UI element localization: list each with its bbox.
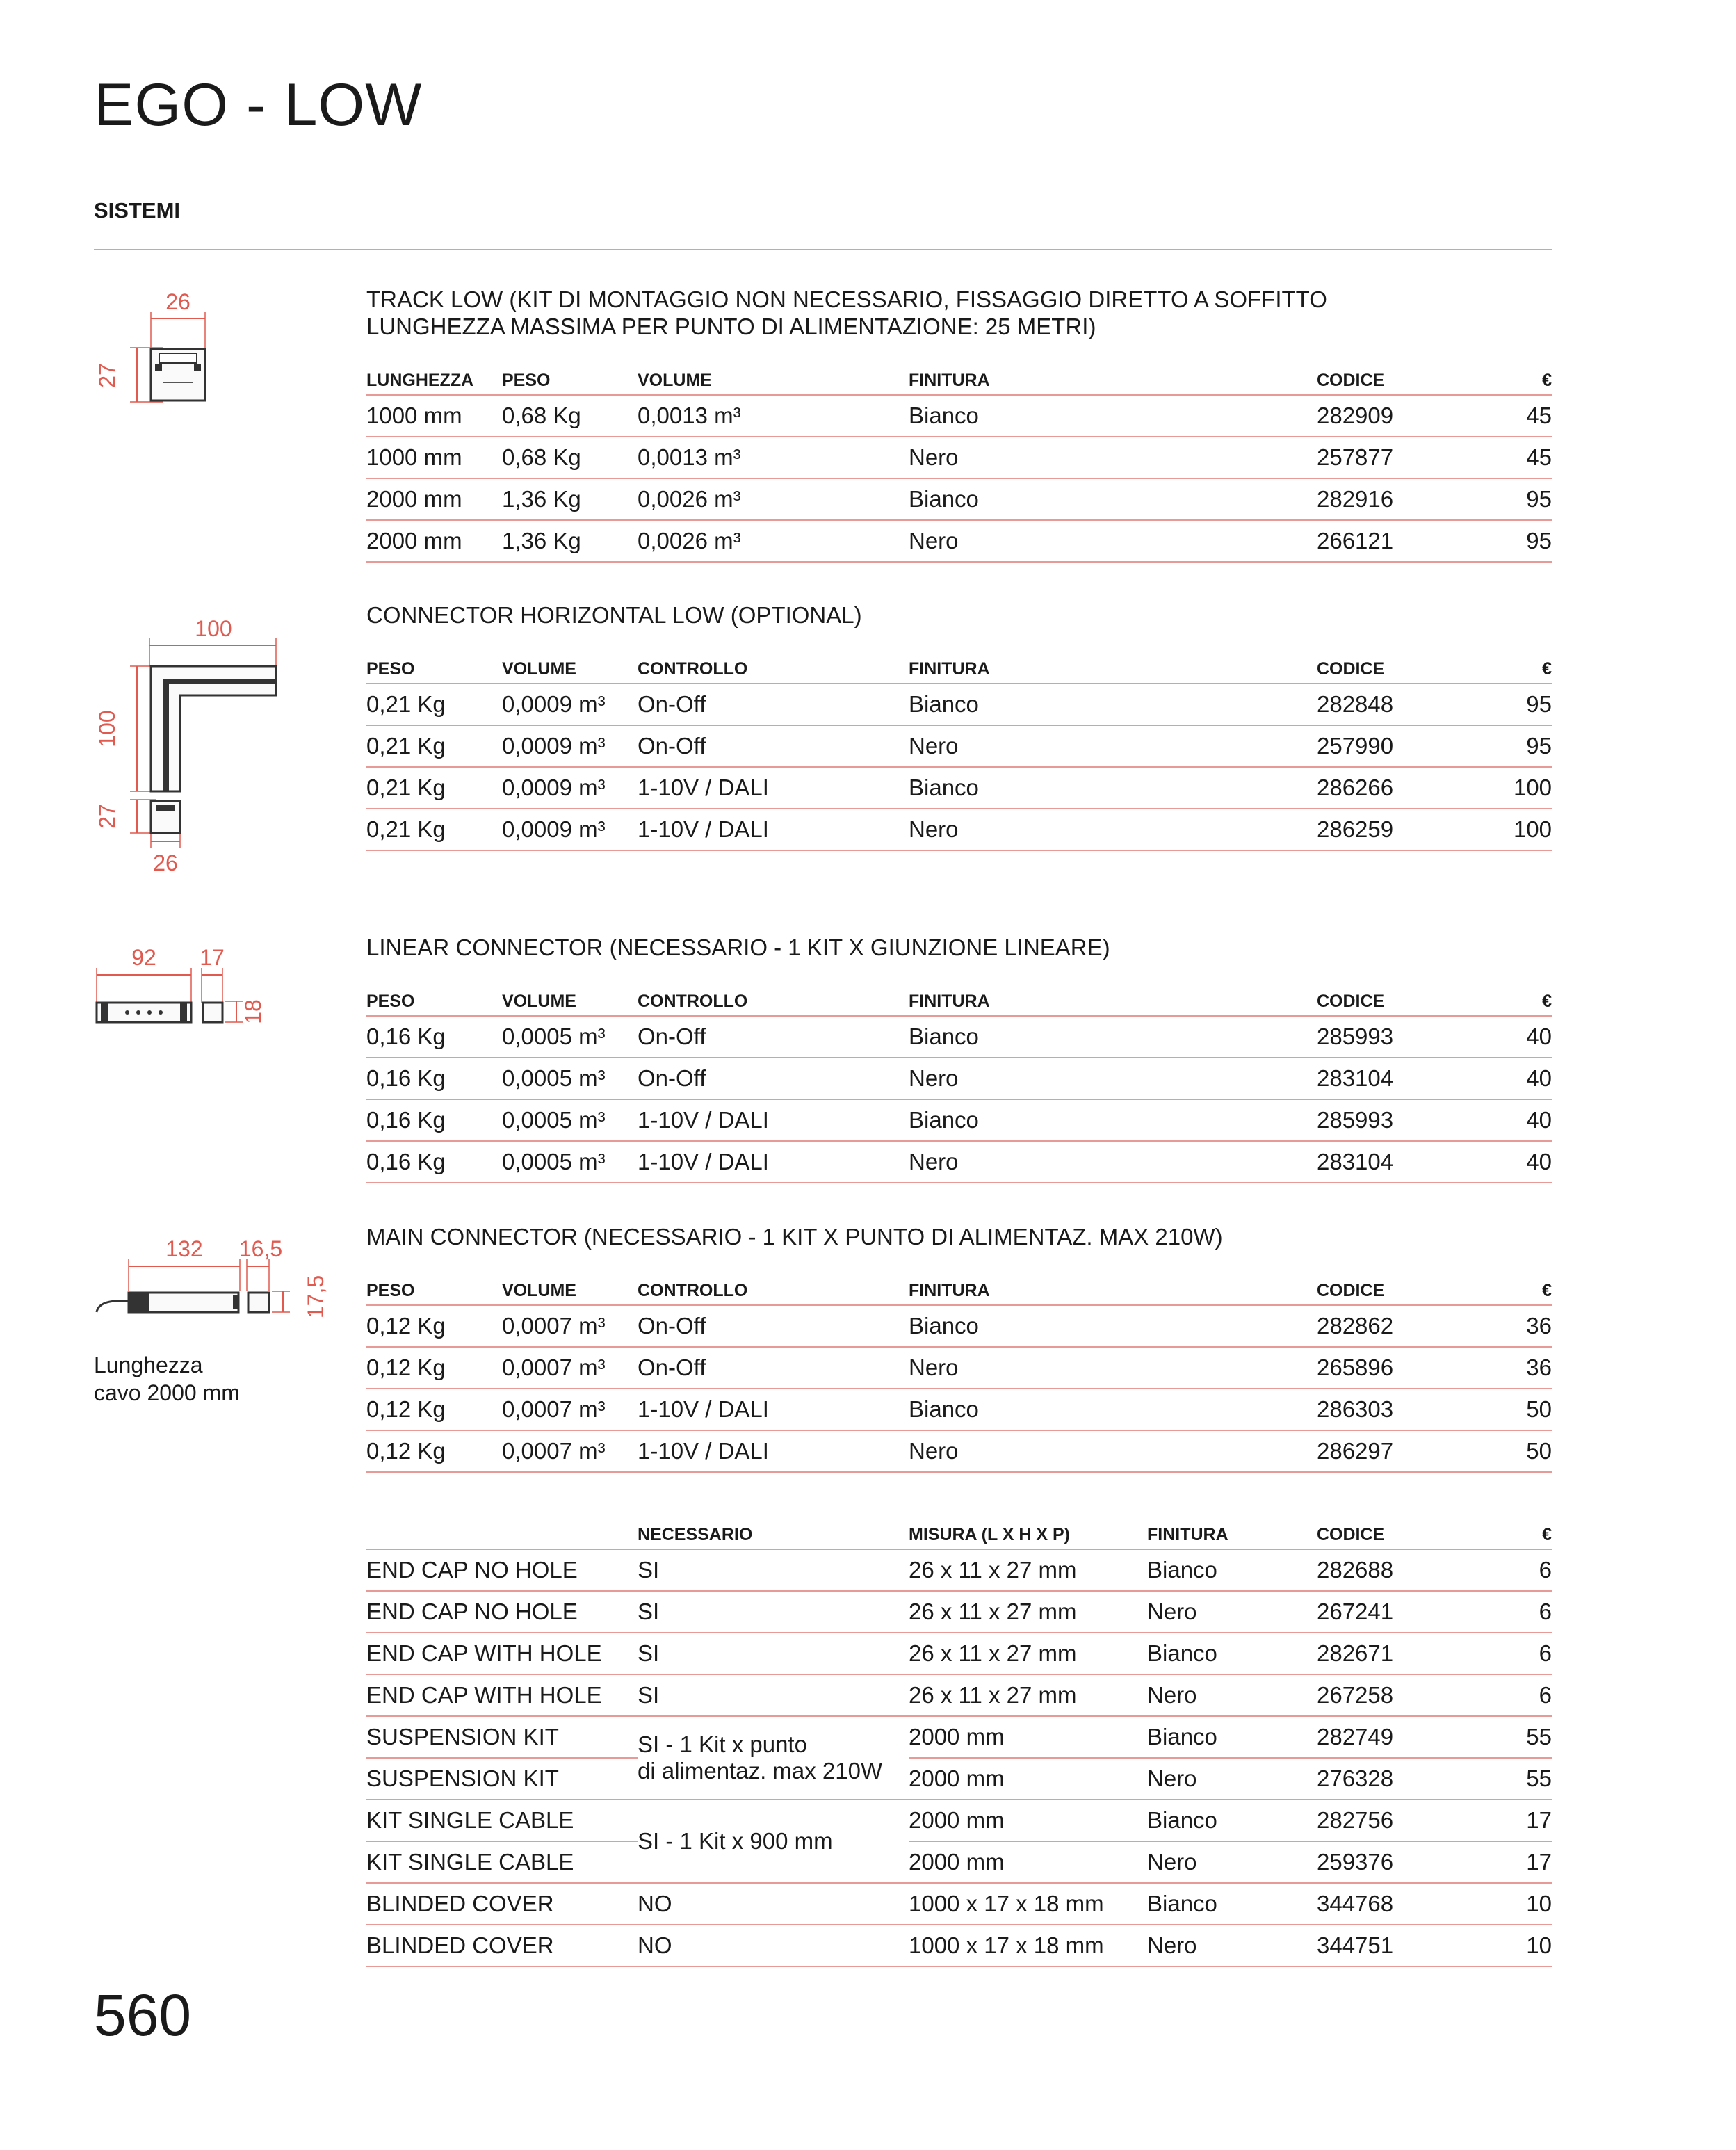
cell: 282862	[1317, 1305, 1491, 1347]
cell: 0,0005 m³	[502, 1058, 638, 1099]
track-title	[366, 286, 1552, 340]
cell: 265896	[1317, 1347, 1491, 1389]
cell: 286266	[1317, 767, 1491, 809]
cell: 17	[1491, 1800, 1552, 1841]
cell: 267241	[1317, 1591, 1491, 1633]
col-header: €	[1491, 1521, 1552, 1549]
col-header: CONTROLLO	[638, 1277, 909, 1305]
single-cable-necessario-cell: SI - 1 Kit x 900 mm	[638, 1800, 909, 1883]
col-header: €	[1491, 655, 1552, 684]
page-number: 560	[94, 1982, 192, 2048]
col-header: CODICE	[1317, 1277, 1491, 1305]
cell: 282909	[1317, 395, 1491, 437]
hconn-top-label: 100	[195, 616, 232, 641]
table-row	[366, 767, 1552, 809]
cell: Nero	[909, 1430, 1317, 1472]
cell: 282848	[1317, 684, 1491, 725]
cell: 50	[1491, 1430, 1552, 1472]
cell: 1,36 Kg	[502, 520, 638, 562]
cell: Bianco	[909, 1016, 1317, 1058]
col-header	[366, 1521, 638, 1549]
cell: 95	[1491, 520, 1552, 562]
cell: 282749	[1317, 1716, 1491, 1758]
cell: 1000 mm	[366, 437, 502, 478]
track-table	[366, 366, 1552, 563]
cell: Bianco	[909, 1389, 1317, 1430]
cable-length-note	[94, 1351, 240, 1407]
cell: 0,21 Kg	[366, 684, 502, 725]
col-header: LUNGHEZZA	[366, 366, 502, 395]
table-row	[366, 520, 1552, 562]
linear-title: LINEAR CONNECTOR (NECESSARIO - 1 KIT X GIUNZIONE LINEARE)	[366, 935, 1110, 960]
cell: Bianco	[1147, 1716, 1317, 1758]
cell: 0,12 Kg	[366, 1430, 502, 1472]
cell: 95	[1491, 478, 1552, 520]
table-header-row	[366, 366, 1552, 395]
cell: Nero	[909, 520, 1317, 562]
col-header: FINITURA	[909, 987, 1317, 1016]
linear-table	[366, 987, 1552, 1183]
main-height-label: 17,5	[303, 1275, 328, 1319]
cell: Bianco	[1147, 1800, 1317, 1841]
cell: 26 x 11 x 27 mm	[909, 1549, 1147, 1591]
cell: 2000 mm	[909, 1716, 1147, 1758]
col-header: FINITURA	[909, 1277, 1317, 1305]
cell: 286297	[1317, 1430, 1491, 1472]
cell: 286259	[1317, 809, 1491, 850]
cell: Nero	[909, 1347, 1317, 1389]
cell: 267258	[1317, 1674, 1491, 1716]
cell: 6	[1491, 1674, 1552, 1716]
cell: 0,21 Kg	[366, 725, 502, 767]
cell: 282916	[1317, 478, 1491, 520]
table-row	[366, 478, 1552, 520]
cell: 285993	[1317, 1016, 1491, 1058]
hconn-title: CONNECTOR HORIZONTAL LOW (OPTIONAL)	[366, 602, 862, 628]
cell: 50	[1491, 1389, 1552, 1430]
cell: 259376	[1317, 1841, 1491, 1883]
cell: 6	[1491, 1633, 1552, 1674]
cell: 100	[1491, 809, 1552, 850]
col-header: CODICE	[1317, 1521, 1491, 1549]
main-width-label: 16,5	[238, 1236, 283, 1261]
col-header: PESO	[366, 1277, 502, 1305]
cell: 0,0009 m³	[502, 809, 638, 850]
cell: Nero	[1147, 1925, 1317, 1966]
cell: 282671	[1317, 1633, 1491, 1674]
cell: SI	[638, 1591, 909, 1633]
cell: END CAP WITH HOLE	[366, 1633, 638, 1674]
main-table	[366, 1277, 1552, 1473]
cell: 0,0005 m³	[502, 1141, 638, 1183]
cell: 0,21 Kg	[366, 809, 502, 850]
cell: 0,0026 m³	[638, 478, 909, 520]
table-row	[366, 1016, 1552, 1058]
section-label: SISTEMI	[94, 198, 181, 223]
hconn-table	[366, 655, 1552, 851]
horizontal-connector-drawing	[94, 612, 295, 883]
main-connector-section	[366, 1223, 1552, 1473]
cell: 55	[1491, 1716, 1552, 1758]
linear-connector-section	[366, 934, 1552, 1183]
cell: 0,0007 m³	[502, 1430, 638, 1472]
cell: 95	[1491, 684, 1552, 725]
cell: END CAP NO HOLE	[366, 1549, 638, 1591]
cell: 0,0005 m³	[502, 1016, 638, 1058]
cell: 0,16 Kg	[366, 1058, 502, 1099]
cell: 2000 mm	[909, 1841, 1147, 1883]
cell: 1-10V / DALI	[638, 767, 909, 809]
cell: 17	[1491, 1841, 1552, 1883]
cell: On-Off	[638, 1305, 909, 1347]
col-header: PESO	[366, 987, 502, 1016]
table-row	[366, 1633, 1552, 1674]
cell: 286303	[1317, 1389, 1491, 1430]
cell: KIT SINGLE CABLE	[366, 1841, 638, 1883]
cell: SI	[638, 1674, 909, 1716]
cell: Nero	[909, 1141, 1317, 1183]
page-title: EGO - LOW	[94, 72, 423, 138]
table-row	[366, 1674, 1552, 1716]
linear-length-label: 92	[131, 945, 156, 970]
cell: 55	[1491, 1758, 1552, 1800]
cell: 2000 mm	[366, 520, 502, 562]
cell: 0,16 Kg	[366, 1099, 502, 1141]
cell: Nero	[909, 437, 1317, 478]
col-header: €	[1491, 987, 1552, 1016]
cell: 2000 mm	[909, 1800, 1147, 1841]
cell: SI	[638, 1549, 909, 1591]
cell: 1-10V / DALI	[638, 1099, 909, 1141]
suspension-necessario-line1: SI - 1 Kit x punto	[638, 1731, 807, 1757]
cell: 45	[1491, 437, 1552, 478]
suspension-necessario-cell	[638, 1716, 909, 1800]
cable-note-line1: Lunghezza	[94, 1352, 203, 1377]
cell: 1,36 Kg	[502, 478, 638, 520]
cable-note-line2: cavo 2000 mm	[94, 1380, 240, 1405]
cell: 0,0013 m³	[638, 395, 909, 437]
cell: 0,0009 m³	[502, 725, 638, 767]
col-header: FINITURA	[909, 655, 1317, 684]
cell: SI	[638, 1633, 909, 1674]
cell: Bianco	[909, 1099, 1317, 1141]
cell: Bianco	[909, 478, 1317, 520]
hconn-small-width-label: 26	[153, 850, 178, 875]
cell: 1000 x 17 x 18 mm	[909, 1925, 1147, 1966]
table-row	[366, 1430, 1552, 1472]
col-header: NECESSARIO	[638, 1521, 909, 1549]
linear-connector-drawing	[94, 939, 295, 1029]
cell: Nero	[909, 1058, 1317, 1099]
cell: 1-10V / DALI	[638, 1141, 909, 1183]
cell: On-Off	[638, 725, 909, 767]
cell: 100	[1491, 767, 1552, 809]
cell: NO	[638, 1925, 909, 1966]
cell: SUSPENSION KIT	[366, 1758, 638, 1800]
track-width-label: 26	[165, 289, 190, 314]
track-title-line1: TRACK LOW (KIT DI MONTAGGIO NON NECESSARIO, FISSAGGIO DIRETTO A SOFFITTO	[366, 286, 1327, 312]
cell: 0,0005 m³	[502, 1099, 638, 1141]
table-row	[366, 395, 1552, 437]
cell: 0,16 Kg	[366, 1141, 502, 1183]
cell: 0,21 Kg	[366, 767, 502, 809]
col-header: VOLUME	[502, 655, 638, 684]
cell: Bianco	[1147, 1633, 1317, 1674]
cell: 0,16 Kg	[366, 1016, 502, 1058]
cell: On-Off	[638, 1058, 909, 1099]
cell: END CAP NO HOLE	[366, 1591, 638, 1633]
cell: BLINDED COVER	[366, 1883, 638, 1925]
cell: 0,0009 m³	[502, 767, 638, 809]
linear-height-label: 18	[241, 999, 266, 1024]
cell: 0,12 Kg	[366, 1347, 502, 1389]
cell: 40	[1491, 1016, 1552, 1058]
cell: KIT SINGLE CABLE	[366, 1800, 638, 1841]
header-divider	[94, 249, 1552, 250]
cell: 257877	[1317, 437, 1491, 478]
col-header: €	[1491, 366, 1552, 395]
table-row	[366, 1758, 1552, 1800]
cell: 257990	[1317, 725, 1491, 767]
cell: 0,12 Kg	[366, 1305, 502, 1347]
table-row	[366, 1305, 1552, 1347]
cell: 26 x 11 x 27 mm	[909, 1674, 1147, 1716]
cell: Nero	[1147, 1674, 1317, 1716]
cell: 95	[1491, 725, 1552, 767]
track-title-line2: LUNGHEZZA MASSIMA PER PUNTO DI ALIMENTAZIONE: 25 METRI)	[366, 314, 1096, 339]
cell: 0,0013 m³	[638, 437, 909, 478]
cell: Nero	[909, 725, 1317, 767]
cell: 2000 mm	[366, 478, 502, 520]
cell: 285993	[1317, 1099, 1491, 1141]
col-header: PESO	[366, 655, 502, 684]
hconn-small-height-label: 27	[95, 804, 120, 829]
table-row	[366, 1716, 1552, 1758]
cell: Nero	[1147, 1758, 1317, 1800]
table-row	[366, 809, 1552, 850]
table-row	[366, 1591, 1552, 1633]
cell: 0,0026 m³	[638, 520, 909, 562]
cell: 1-10V / DALI	[638, 1389, 909, 1430]
linear-width-label: 17	[200, 945, 225, 970]
table-row	[366, 684, 1552, 725]
cell: 0,68 Kg	[502, 437, 638, 478]
cell: 0,68 Kg	[502, 395, 638, 437]
cell: Nero	[1147, 1841, 1317, 1883]
table-header-row	[366, 987, 1552, 1016]
cell: 6	[1491, 1549, 1552, 1591]
cell: 10	[1491, 1883, 1552, 1925]
cell: Bianco	[909, 684, 1317, 725]
col-header: FINITURA	[909, 366, 1317, 395]
cell: 276328	[1317, 1758, 1491, 1800]
cell: 283104	[1317, 1058, 1491, 1099]
col-header: PESO	[502, 366, 638, 395]
cell: 0,0007 m³	[502, 1305, 638, 1347]
cell: 36	[1491, 1347, 1552, 1389]
table-row	[366, 1925, 1552, 1966]
track-section	[366, 286, 1552, 563]
table-row	[366, 1347, 1552, 1389]
cell: 45	[1491, 395, 1552, 437]
cell: 282688	[1317, 1549, 1491, 1591]
cell: 344751	[1317, 1925, 1491, 1966]
cell: BLINDED COVER	[366, 1925, 638, 1966]
cell: On-Off	[638, 1016, 909, 1058]
cell: 1000 x 17 x 18 mm	[909, 1883, 1147, 1925]
hconn-side-label: 100	[95, 710, 120, 747]
track-profile-drawing	[94, 285, 219, 410]
cell: 1-10V / DALI	[638, 1430, 909, 1472]
cell: 0,0007 m³	[502, 1389, 638, 1430]
cell: 283104	[1317, 1141, 1491, 1183]
col-header: VOLUME	[502, 1277, 638, 1305]
table-row	[366, 437, 1552, 478]
table-header-row	[366, 655, 1552, 684]
cell: 36	[1491, 1305, 1552, 1347]
cell: 1000 mm	[366, 395, 502, 437]
cell: 0,0007 m³	[502, 1347, 638, 1389]
cell: 0,12 Kg	[366, 1389, 502, 1430]
suspension-necessario-line2: di alimentaz. max 210W	[638, 1758, 883, 1784]
cell: 0,0009 m³	[502, 684, 638, 725]
table-row	[366, 1883, 1552, 1925]
table-row	[366, 1058, 1552, 1099]
table-row	[366, 1389, 1552, 1430]
table-row	[366, 1549, 1552, 1591]
main-title: MAIN CONNECTOR (NECESSARIO - 1 KIT X PUNTO DI ALIMENTAZ. MAX 210W)	[366, 1224, 1223, 1250]
col-header: FINITURA	[1147, 1521, 1317, 1549]
cell: 6	[1491, 1591, 1552, 1633]
cell: Bianco	[909, 767, 1317, 809]
cell: Bianco	[909, 1305, 1317, 1347]
col-header: MISURA (L X H X P)	[909, 1521, 1147, 1549]
cell: 282756	[1317, 1800, 1491, 1841]
horizontal-connector-section	[366, 601, 1552, 851]
cell: 40	[1491, 1058, 1552, 1099]
table-row	[366, 1841, 1552, 1883]
cell: NO	[638, 1883, 909, 1925]
track-height-label: 27	[95, 363, 120, 388]
col-header: €	[1491, 1277, 1552, 1305]
cell: Nero	[1147, 1591, 1317, 1633]
cell: 40	[1491, 1141, 1552, 1183]
col-header: CONTROLLO	[638, 987, 909, 1016]
col-header: CONTROLLO	[638, 655, 909, 684]
table-row	[366, 1099, 1552, 1141]
table-header-row	[366, 1277, 1552, 1305]
col-header: VOLUME	[638, 366, 909, 395]
col-header: CODICE	[1317, 366, 1491, 395]
cell: 344768	[1317, 1883, 1491, 1925]
cell: 26 x 11 x 27 mm	[909, 1633, 1147, 1674]
cell: 1-10V / DALI	[638, 809, 909, 850]
main-connector-drawing	[94, 1227, 344, 1325]
accessories-table	[366, 1521, 1552, 1967]
cell: On-Off	[638, 1347, 909, 1389]
cell: SUSPENSION KIT	[366, 1716, 638, 1758]
cell: 26 x 11 x 27 mm	[909, 1591, 1147, 1633]
col-header: VOLUME	[502, 987, 638, 1016]
table-row	[366, 1141, 1552, 1183]
cell: 2000 mm	[909, 1758, 1147, 1800]
cell: 40	[1491, 1099, 1552, 1141]
table-row	[366, 1800, 1552, 1841]
cell: Bianco	[1147, 1549, 1317, 1591]
col-header: CODICE	[1317, 987, 1491, 1016]
cell: Nero	[909, 809, 1317, 850]
cell: 10	[1491, 1925, 1552, 1966]
cell: Bianco	[909, 395, 1317, 437]
cell: Bianco	[1147, 1883, 1317, 1925]
table-row	[366, 725, 1552, 767]
table-header-row	[366, 1521, 1552, 1549]
cell: 266121	[1317, 520, 1491, 562]
accessories-section	[366, 1521, 1552, 1967]
main-length-label: 132	[165, 1236, 203, 1261]
cell: END CAP WITH HOLE	[366, 1674, 638, 1716]
col-header: CODICE	[1317, 655, 1491, 684]
cell: On-Off	[638, 684, 909, 725]
